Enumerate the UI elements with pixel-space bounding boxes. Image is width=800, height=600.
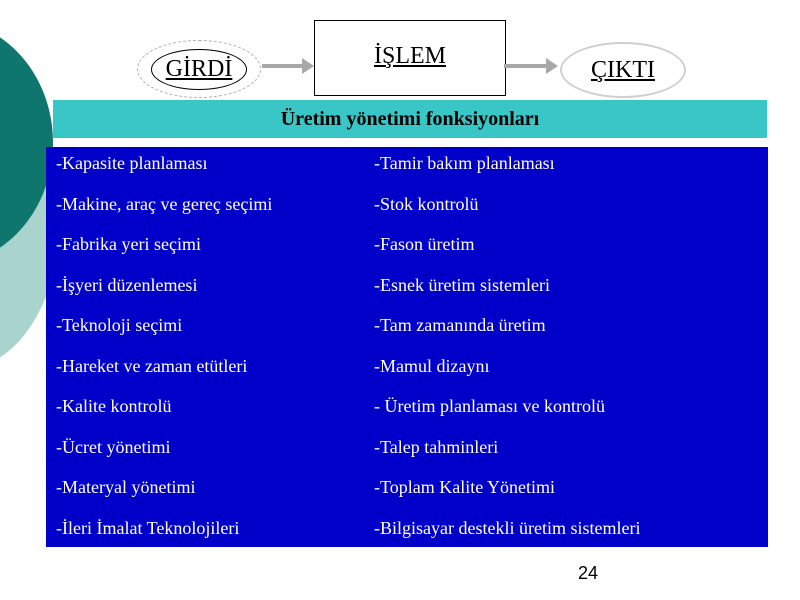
- function-item: -Bilgisayar destekli üretim sistemleri: [374, 518, 641, 538]
- function-item: -Talep tahminleri: [374, 437, 499, 457]
- function-item: -Toplam Kalite Yönetimi: [374, 477, 556, 497]
- process-label: İŞLEM: [374, 43, 446, 69]
- function-item: -Materyal yönetimi: [56, 477, 196, 497]
- function-item: -Kapasite planlaması: [56, 153, 208, 173]
- input-label: GİRDİ: [165, 55, 233, 82]
- input-oval: [137, 40, 261, 98]
- function-item: -Fason üretim: [374, 234, 475, 254]
- function-item: -Hareket ve zaman etütleri: [56, 356, 248, 376]
- function-item: -İşyeri düzenlemesi: [56, 275, 198, 295]
- function-item: -Kalite kontrolü: [56, 396, 172, 416]
- function-item: -İleri İmalat Teknolojileri: [56, 518, 240, 538]
- function-item: -Teknoloji seçimi: [56, 315, 183, 335]
- arrow-right-icon: [504, 64, 548, 68]
- function-item: -Stok kontrolü: [374, 194, 479, 214]
- output-label: ÇIKTI: [591, 56, 655, 83]
- function-item: - Üretim planlaması ve kontrolü: [374, 396, 605, 416]
- function-item: -Fabrika yeri seçimi: [56, 234, 201, 254]
- output-oval: [560, 42, 686, 98]
- function-item: -Tam zamanında üretim: [374, 315, 546, 335]
- function-item: -Mamul dizaynı: [374, 356, 490, 376]
- function-item: -Makine, araç ve gereç seçimi: [56, 194, 273, 214]
- function-item: -Tamir bakım planlaması: [374, 153, 555, 173]
- section-header: [53, 100, 767, 138]
- arrow-right-icon: [262, 64, 304, 68]
- function-item: -Ücret yönetimi: [56, 437, 171, 457]
- page-number: 24: [578, 563, 599, 583]
- function-item: -Esnek üretim sistemleri: [374, 275, 550, 295]
- header-title: Üretim yönetimi fonksiyonları: [280, 107, 540, 130]
- functions-panel: [46, 147, 768, 547]
- process-box: [314, 20, 506, 96]
